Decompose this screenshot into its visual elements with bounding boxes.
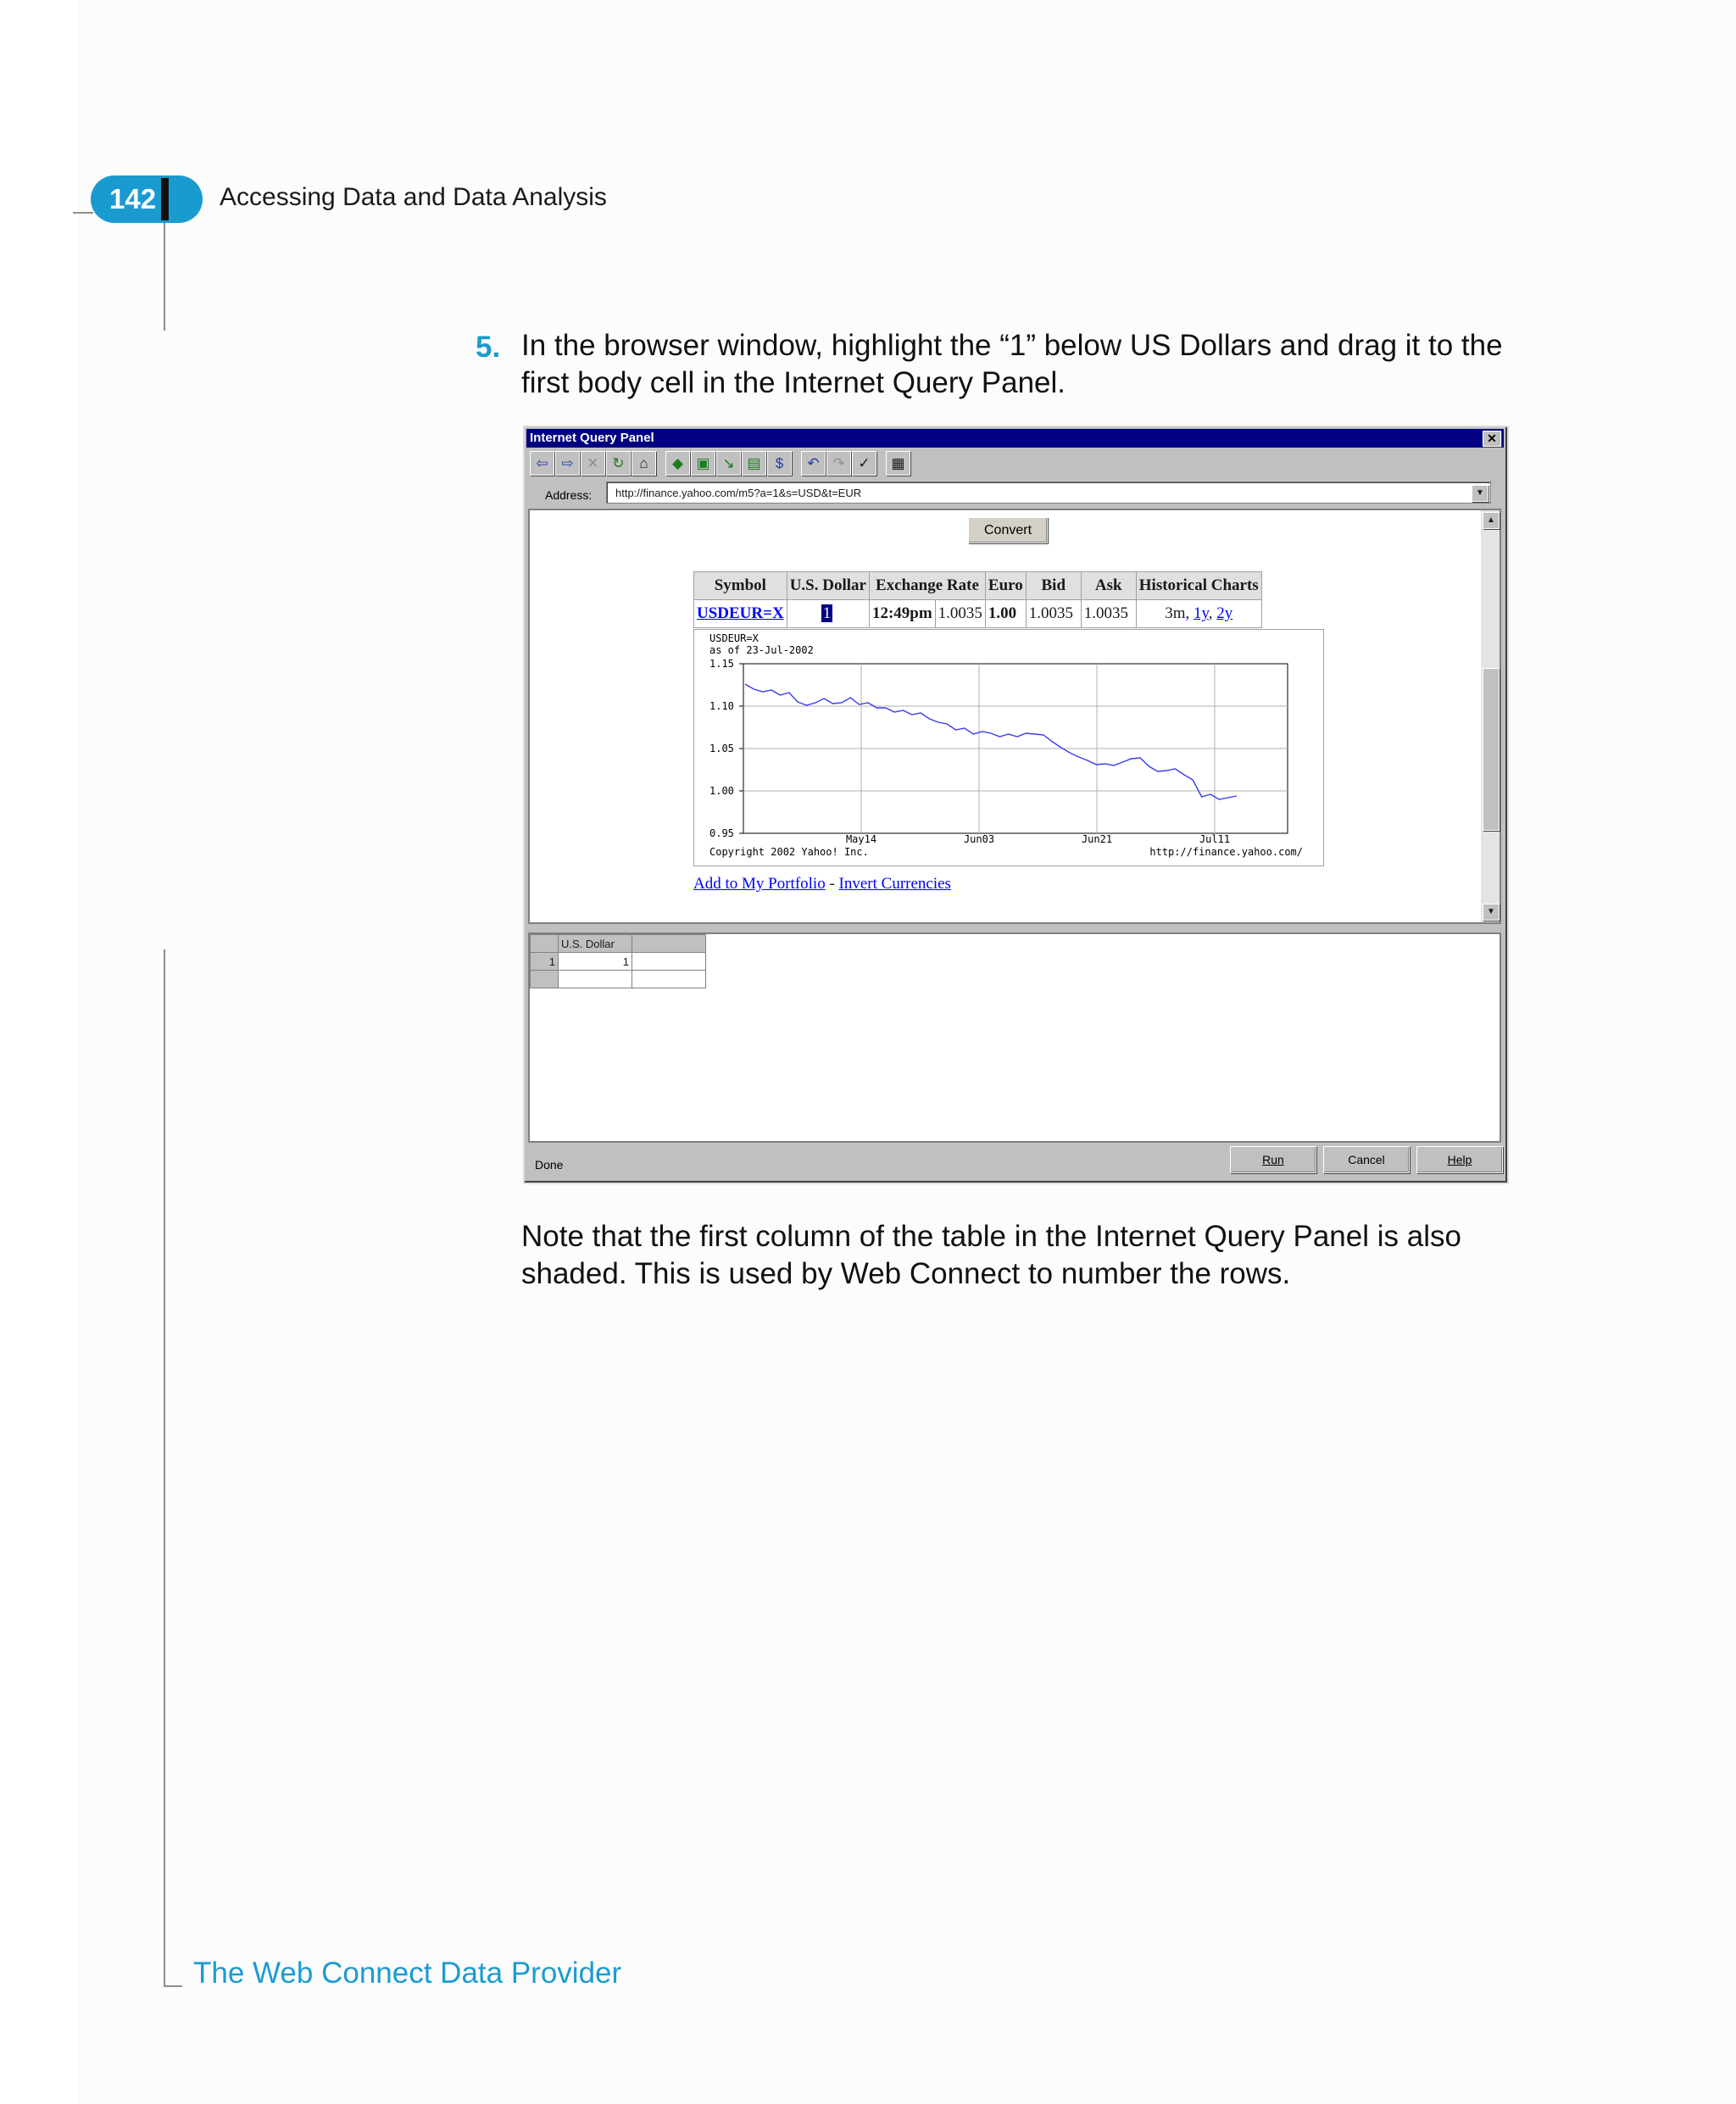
address-dropdown-icon[interactable]: ▼ (1472, 485, 1488, 502)
browser-scrollbar[interactable] (1481, 510, 1500, 922)
internet-query-panel-window (523, 426, 1509, 1184)
links-separator: - (829, 875, 835, 893)
quote-table (693, 571, 1262, 628)
grid-cell-empty[interactable] (559, 971, 632, 988)
home-icon[interactable]: ⌂ (632, 451, 656, 476)
scroll-up-icon[interactable]: ▲ (1483, 512, 1500, 529)
query-grid (530, 934, 706, 988)
rate-chart (693, 629, 1324, 866)
hist-1y-link[interactable]: 1y (1193, 604, 1209, 622)
select-table-icon[interactable]: ▤ (742, 451, 766, 476)
scroll-down-icon[interactable]: ▼ (1483, 904, 1500, 921)
help-button[interactable] (1416, 1146, 1503, 1173)
y-tick-label: 1.10 (709, 700, 734, 712)
note-text-line2: shaded. This is used by Web Connect to number the rows. (521, 1257, 1291, 1290)
header-exchange-rate: Exchange Rate (869, 572, 985, 600)
save-icon[interactable]: ▣ (691, 451, 715, 476)
page-number: 142 (109, 183, 157, 214)
grid-col-header[interactable]: U.S. Dollar (559, 935, 632, 953)
run-button[interactable] (1230, 1146, 1316, 1173)
margin-rule-top (164, 217, 165, 331)
x-tick-label: Jun03 (963, 833, 995, 845)
header-euro: Euro (985, 572, 1026, 600)
window-titlebar (526, 429, 1504, 448)
undo-icon[interactable]: ↶ (801, 451, 826, 476)
convert-button[interactable]: Convert (968, 517, 1048, 543)
quote-time: 12:49pm (870, 600, 936, 627)
grid-header-row (531, 935, 706, 953)
web-query-icon[interactable]: ◆ (665, 451, 690, 476)
us-dollar-cell[interactable] (787, 600, 869, 628)
forward-icon[interactable]: ⇨ (555, 451, 580, 476)
symbol-cell (694, 600, 787, 628)
exchange-rate-value: 1.0035 (938, 604, 982, 622)
help-label: Help (1447, 1153, 1472, 1166)
grid-col-header-empty[interactable] (632, 935, 706, 953)
pane-splitter[interactable] (528, 924, 1501, 932)
cancel-button[interactable] (1323, 1146, 1410, 1173)
invert-currencies-link[interactable]: Invert Currencies (838, 875, 951, 893)
select-data-icon[interactable]: $ (767, 451, 792, 476)
footer-title: The Web Connect Data Provider (193, 1956, 622, 1990)
highlighted-dollar-value[interactable]: 1 (822, 604, 832, 622)
footer-rule (164, 1985, 182, 1987)
quote-row (694, 600, 1262, 628)
margin-rule-bottom (164, 949, 165, 1987)
note-text-line1: Note that the first column of the table in the Internet Query Panel is also (521, 1220, 1461, 1253)
scroll-thumb[interactable] (1483, 668, 1500, 831)
badge-rule (73, 212, 93, 214)
y-tick-label: 1.00 (709, 785, 734, 797)
header-symbol: Symbol (694, 572, 787, 600)
bid-cell: 1.0035 (1026, 600, 1081, 628)
grid-cell-empty[interactable] (632, 971, 706, 988)
step-number: 5. (476, 331, 501, 364)
header-ask: Ask (1081, 572, 1136, 600)
check-icon[interactable]: ✓ (852, 451, 876, 476)
grid-row (531, 953, 706, 971)
address-field[interactable] (606, 481, 1491, 504)
refresh-icon[interactable]: ↻ (606, 451, 631, 476)
y-tick-label: 1.15 (709, 658, 734, 670)
y-tick-label: 1.05 (709, 743, 734, 754)
properties-icon[interactable]: ▦ (886, 451, 910, 476)
add-to-portfolio-link[interactable]: Add to My Portfolio (693, 875, 826, 893)
back-icon[interactable]: ⇦ (530, 451, 554, 476)
chart-copyright: Copyright 2002 Yahoo! Inc. (709, 846, 869, 858)
grid-cell-empty[interactable] (632, 953, 706, 971)
hist-separator: , (1208, 604, 1213, 622)
ask-cell: 1.0035 (1081, 600, 1136, 628)
symbol-link[interactable]: USDEUR=X (697, 604, 784, 622)
grid-row-empty (531, 971, 706, 988)
run-label: Run (1262, 1153, 1284, 1166)
note-text (521, 1218, 1581, 1293)
grid-row-number-empty (531, 971, 559, 988)
header-historical-charts: Historical Charts (1136, 572, 1261, 600)
stop-icon[interactable]: ✕ (581, 451, 605, 476)
grid-cell[interactable]: 1 (559, 953, 632, 971)
running-head: Accessing Data and Data Analysis (220, 183, 607, 211)
page-number-badge (91, 175, 203, 223)
x-tick-label: Jul11 (1199, 833, 1231, 845)
hist-3m: 3m, (1165, 604, 1190, 622)
exchange-rate-cell (869, 600, 985, 628)
close-button[interactable]: ✕ (1483, 431, 1501, 447)
grid-corner (531, 935, 559, 953)
historical-charts-cell (1136, 600, 1261, 628)
quote-links (693, 875, 951, 893)
quote-header-row (694, 572, 1262, 600)
chart-title: USDEUR=X (709, 632, 759, 644)
cancel-label: Cancel (1348, 1153, 1385, 1166)
step-text (521, 327, 1581, 402)
chart-source-url: http://finance.yahoo.com/ (1149, 846, 1303, 858)
y-tick-label: 0.95 (709, 827, 734, 839)
redo-icon[interactable]: ↷ (826, 451, 851, 476)
x-tick-label: May14 (845, 833, 877, 845)
browser-pane (528, 509, 1501, 924)
chart-subtitle: as of 23-Jul-2002 (709, 644, 814, 656)
select-icon[interactable]: ↘ (716, 451, 741, 476)
header-bid: Bid (1026, 572, 1081, 600)
grid-row-number: 1 (531, 953, 559, 971)
address-label: Address: (545, 488, 593, 502)
header-us-dollar: U.S. Dollar (787, 572, 869, 600)
x-tick-label: Jun21 (1081, 833, 1113, 845)
euro-cell: 1.00 (985, 600, 1026, 628)
query-grid-pane (528, 932, 1501, 1143)
status-text: Done (535, 1158, 564, 1172)
step-text-line2: first body cell in the Internet Query Panel. (521, 366, 1066, 399)
step-text-line1: In the browser window, highlight the “1” below US Dollars and drag it to the (521, 329, 1503, 362)
badge-bar (161, 178, 169, 220)
window-title: Internet Query Panel (530, 431, 654, 445)
address-value: http://finance.yahoo.com/m5?a=1&s=USD&t=EUR (615, 487, 862, 499)
hist-2y-link[interactable]: 2y (1216, 604, 1233, 622)
chart-svg (694, 630, 1325, 867)
